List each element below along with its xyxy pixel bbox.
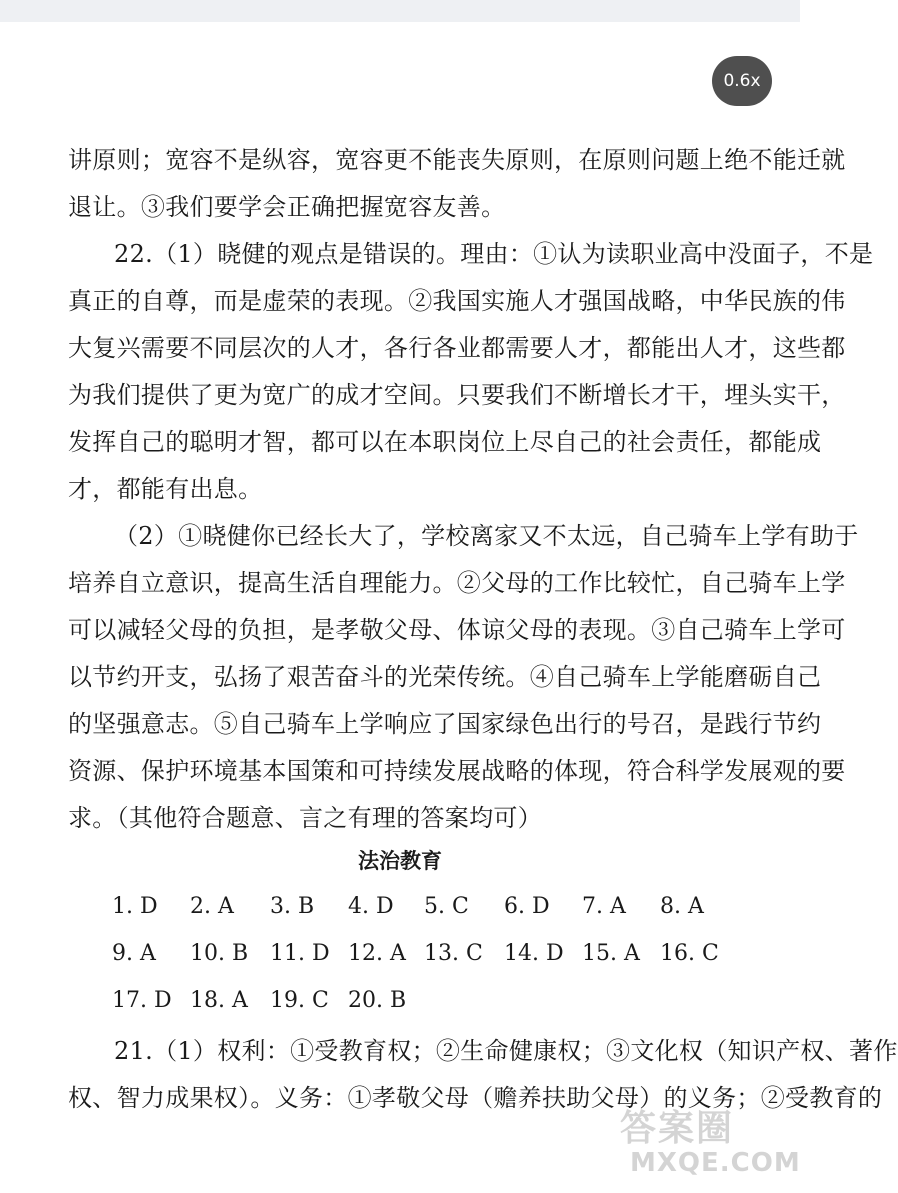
answer-key-grid bbox=[112, 890, 752, 1031]
zoom-level-badge[interactable]: 0.6x bbox=[712, 56, 772, 106]
answer-item: 5. C bbox=[424, 894, 469, 919]
answer-item: 10. B bbox=[190, 941, 249, 966]
text-line: 为我们提供了更为宽广的成才空间。只要我们不断增长才干，埋头实干， bbox=[68, 381, 846, 409]
text-line: 真正的自尊，而是虚荣的表现。②我国实施人才强国战略，中华民族的伟 bbox=[68, 287, 846, 315]
answer-item: 2. A bbox=[190, 894, 234, 919]
text-line: 资源、保护环境基本国策和可持续发展战略的体现，符合科学发展观的要 bbox=[68, 757, 846, 785]
watermark-logo-text: 答案圈 bbox=[620, 1108, 735, 1149]
paragraph-principle bbox=[68, 137, 846, 231]
answer-item: 17. D bbox=[112, 988, 172, 1013]
answer-item: 18. A bbox=[190, 988, 248, 1013]
answer-item: 9. A bbox=[112, 941, 156, 966]
text-line: 以节约开支，弘扬了艰苦奋斗的光荣传统。④自己骑车上学能磨砺自己 bbox=[68, 663, 822, 691]
answer-item: 16. C bbox=[660, 941, 719, 966]
text-line: 权、智力成果权）。义务：①孝敬父母（赡养扶助父母）的义务；②受教育的 bbox=[68, 1084, 883, 1112]
answer-row bbox=[112, 984, 752, 1031]
answer-item: 7. A bbox=[582, 894, 626, 919]
text-line: 才，都能有出息。 bbox=[68, 475, 263, 503]
answer-item: 14. D bbox=[504, 941, 564, 966]
answer-item: 3. B bbox=[270, 894, 315, 919]
text-line: 求。（其他符合题意、言之有理的答案均可） bbox=[68, 804, 542, 832]
text-line: 21.（1）权利：①受教育权；②生命健康权；③文化权（知识产权、著作 bbox=[114, 1037, 898, 1065]
paragraph-question-21 bbox=[68, 1028, 898, 1122]
answer-row bbox=[112, 937, 752, 984]
answer-item: 20. B bbox=[348, 988, 407, 1013]
text-line: 发挥自己的聪明才智，都可以在本职岗位上尽自己的社会责任，都能成 bbox=[68, 428, 822, 456]
text-line: 退让。③我们要学会正确把握宽容友善。 bbox=[68, 193, 506, 221]
section-title: 法治教育 bbox=[358, 849, 442, 873]
paragraph-question-22-1 bbox=[68, 231, 874, 513]
text-line: 讲原则；宽容不是纵容，宽容更不能丧失原则，在原则问题上绝不能迁就 bbox=[68, 146, 846, 174]
text-line: 22.（1）晓健的观点是错误的。理由：①认为读职业高中没面子，不是 bbox=[114, 240, 874, 268]
answer-item: 19. C bbox=[270, 988, 329, 1013]
watermark-url: MXQE.COM bbox=[630, 1148, 801, 1178]
answer-item: 13. C bbox=[424, 941, 483, 966]
answer-item: 15. A bbox=[582, 941, 640, 966]
text-line: 的坚强意志。⑤自己骑车上学响应了国家绿色出行的号召，是践行节约 bbox=[68, 710, 822, 738]
answer-item: 12. A bbox=[348, 941, 406, 966]
answer-row bbox=[112, 890, 752, 937]
answer-item: 11. D bbox=[270, 941, 330, 966]
text-line: 大复兴需要不同层次的人才，各行各业都需要人才，都能出人才，这些都 bbox=[68, 334, 846, 362]
answer-item: 1. D bbox=[112, 894, 158, 919]
text-line: （2）①晓健你已经长大了，学校离家又不太远，自己骑车上学有助于 bbox=[114, 522, 859, 550]
text-line: 可以减轻父母的负担，是孝敬父母、体谅父母的表现。③自己骑车上学可 bbox=[68, 616, 846, 644]
text-line: 培养自立意识，提高生活自理能力。②父母的工作比较忙，自己骑车上学 bbox=[68, 569, 846, 597]
answer-item: 4. D bbox=[348, 894, 394, 919]
answer-item: 8. A bbox=[660, 894, 704, 919]
paragraph-question-22-2 bbox=[68, 513, 859, 842]
answer-item: 6. D bbox=[504, 894, 550, 919]
